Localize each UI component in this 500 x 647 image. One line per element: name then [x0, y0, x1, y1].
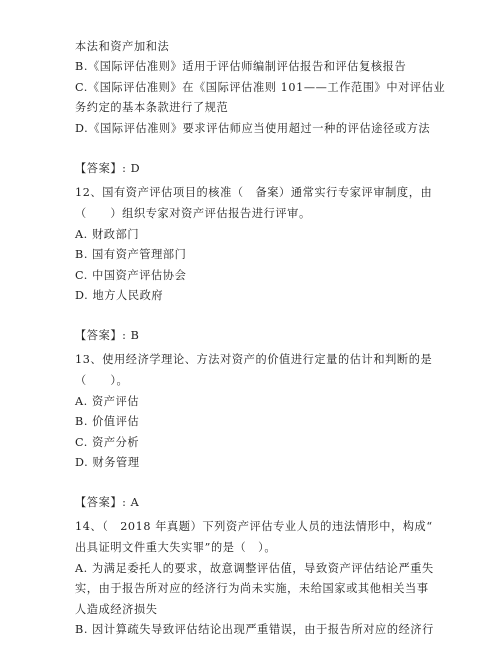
- text-line: 出具证明文件重大失实罪”的是（ ）。: [75, 541, 277, 554]
- text-line: （ ）组织专家对资产评估报告进行评审。: [75, 207, 311, 220]
- text-line: 实，由于报告所对应的经济行为尚未实施，未给国家或其他相关当事: [75, 582, 429, 595]
- text-line: 务约定的基本条款进行了规范: [75, 101, 229, 114]
- question-12: 12、国有资产评估项目的核准（ 备案）通常实行专家评审制度，由: [75, 186, 433, 199]
- option-b: B. 国有资产管理部门: [75, 248, 187, 261]
- option-d: D. 财务管理: [75, 456, 140, 469]
- option-b: B. 价值评估: [75, 415, 140, 428]
- text-line: 本法和资产加和法: [75, 40, 170, 53]
- option-c: C. 资产分析: [75, 436, 140, 449]
- option-b: B. 因计算疏失导致评估结论出现严重错误，由于报告所对应的经济行: [75, 623, 434, 636]
- answer-label: 【答案】: B: [75, 329, 140, 342]
- option-b: B.《国际评估准则》适用于评估师编制评估报告和评估复核报告: [75, 60, 407, 73]
- text-line: （ ）。: [75, 374, 129, 387]
- option-c: C. 中国资产评估协会: [75, 269, 187, 282]
- option-a: A. 财政部门: [75, 228, 140, 241]
- option-d: D.《国际评估准则》要求评估师应当使用超过一种的评估途径或方法: [75, 122, 431, 135]
- answer-label: 【答案】: D: [75, 162, 141, 175]
- option-d: D. 地方人民政府: [75, 289, 164, 302]
- question-14: 14、（ 2018 年真题）下列资产评估专业人员的违法情形中，构成“: [75, 520, 433, 533]
- text-line: 人造成经济损失: [75, 603, 158, 616]
- option-c: C.《国际评估准则》在《国际评估准则 101——工作范围》中对评估业: [75, 81, 446, 94]
- option-a: A. 为满足委托人的要求，故意调整评估值，导致资产评估结论严重失: [75, 562, 434, 575]
- option-a: A. 资产评估: [75, 395, 140, 408]
- question-13: 13、使用经济学理论、方法对资产的价值进行定量的估计和判断的是: [75, 353, 433, 366]
- answer-label: 【答案】: A: [75, 496, 140, 509]
